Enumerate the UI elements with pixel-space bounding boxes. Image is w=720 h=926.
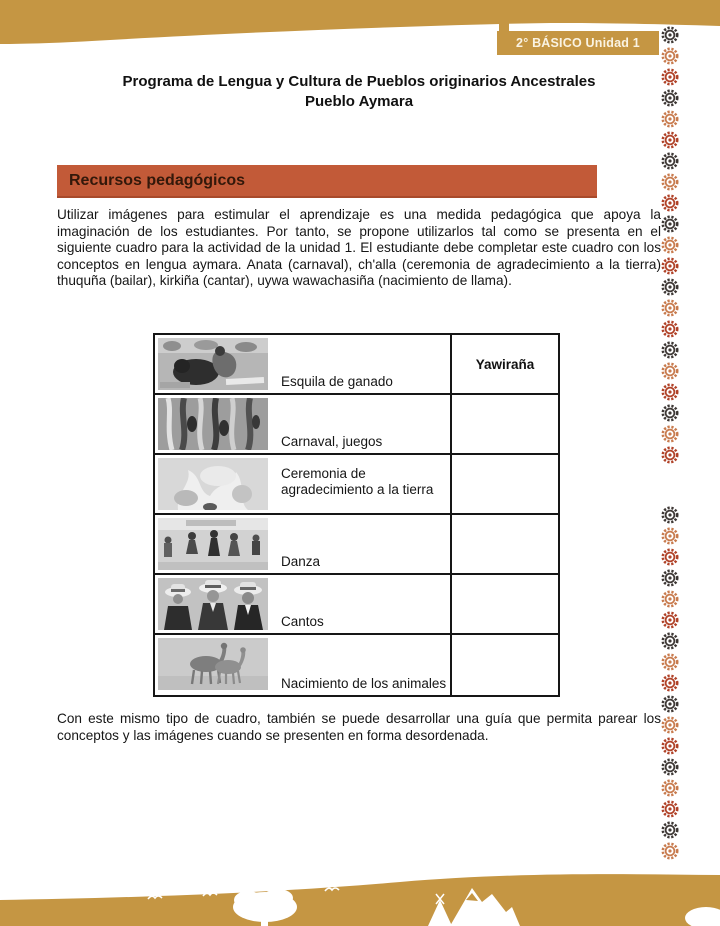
table-row xyxy=(155,515,558,575)
answer-cell xyxy=(452,635,558,695)
row-label: Ceremonia de agradecimiento a la tierra xyxy=(281,466,434,497)
gear-motif-icon xyxy=(660,445,680,465)
intro-paragraph: Utilizar imágenes para estimular el aprendizaje es una medida pedagógica que apoya la imaginación de los estudiantes. Por tanto, se propone utilizarlos tal como se presenta en el siguiente cuadro para la actividad de la unidad 1. El estudiante debe completar este cuadro con los conceptos en lengua aymara. Anata (carnaval), ch'alla (ceremonia de agradecimiento a la tierra) thuquña (bailar), kirkiña (cantar), uywa wawachasiña (nacimiento de llama). xyxy=(57,207,661,289)
gear-motif-icon xyxy=(660,340,680,360)
gear-motif-icon xyxy=(660,505,680,525)
answer-cell xyxy=(452,395,558,453)
row-label: Nacimiento de los animales xyxy=(281,676,447,691)
gear-motif-icon xyxy=(660,673,680,693)
gear-motif-icon xyxy=(660,46,680,66)
page-title xyxy=(57,72,661,112)
sheep-shearing-photo xyxy=(158,338,268,390)
gear-motif-icon xyxy=(660,610,680,630)
answer-cell xyxy=(452,335,558,393)
gear-motif-column-top xyxy=(660,25,680,465)
gear-motif-icon xyxy=(660,109,680,129)
row-label: Danza xyxy=(281,554,321,569)
concept-cell xyxy=(155,515,452,573)
gear-motif-icon xyxy=(660,526,680,546)
row-label: Cantos xyxy=(281,614,324,629)
answer-cell xyxy=(452,455,558,513)
gear-motif-icon xyxy=(660,652,680,672)
gear-motif-icon xyxy=(660,757,680,777)
gear-motif-icon xyxy=(660,778,680,798)
gear-motif-icon xyxy=(660,193,680,213)
page-title-line2: Pueblo Aymara xyxy=(304,93,414,110)
gear-motif-icon xyxy=(660,67,680,87)
gear-motif-icon xyxy=(660,88,680,108)
gear-motif-icon xyxy=(660,235,680,255)
gear-motif-icon xyxy=(660,256,680,276)
footer-paragraph: Con este mismo tipo de cuadro, también se puede desarrollar una guía que permita parear los conceptos y las imágenes cuando se presenten en forma desordenada. xyxy=(57,711,661,743)
gear-motif-icon xyxy=(660,547,680,567)
gear-motif-icon xyxy=(660,214,680,234)
table-row xyxy=(155,635,558,695)
table-row xyxy=(155,575,558,635)
row-label: Esquila de ganado xyxy=(281,374,393,389)
concept-cell xyxy=(155,575,452,633)
unit-badge: 2° BÁSICO Unidad 1 xyxy=(497,31,659,55)
gear-motif-icon xyxy=(660,172,680,192)
gear-motif-icon xyxy=(660,568,680,588)
gear-motif-icon xyxy=(660,277,680,297)
gear-motif-icon xyxy=(660,382,680,402)
gear-motif-icon xyxy=(660,424,680,444)
table-row xyxy=(155,335,558,395)
activity-table xyxy=(153,333,560,697)
concept-cell xyxy=(155,335,452,393)
singers-with-hats-photo xyxy=(158,578,268,630)
gear-motif-icon xyxy=(660,799,680,819)
concept-cell xyxy=(155,455,452,513)
concept-cell xyxy=(155,635,452,695)
llamas-photo xyxy=(158,638,268,690)
carnival-streamers-photo xyxy=(158,398,268,450)
gear-motif-icon xyxy=(660,694,680,714)
answer-cell xyxy=(452,515,558,573)
section-banner: Recursos pedagógicos xyxy=(57,165,597,198)
table-row xyxy=(155,455,558,515)
gear-motif-icon xyxy=(660,319,680,339)
bottom-wave-decoration xyxy=(0,860,720,926)
gear-motif-icon xyxy=(660,631,680,651)
gear-motif-icon xyxy=(660,841,680,861)
gear-motif-icon xyxy=(660,361,680,381)
answer-column-header: Yawiraña xyxy=(475,356,535,372)
dance-crowd-photo xyxy=(158,518,268,570)
gear-motif-icon xyxy=(660,589,680,609)
table-row xyxy=(155,395,558,455)
page-title-line1: Programa de Lengua y Cultura de Pueblos originarios Ancestrales xyxy=(122,73,596,90)
gear-motif-icon xyxy=(660,403,680,423)
answer-cell xyxy=(452,575,558,633)
gear-motif-column-bottom xyxy=(660,505,680,861)
gear-motif-icon xyxy=(660,820,680,840)
row-label: Carnaval, juegos xyxy=(281,434,383,449)
gear-motif-icon xyxy=(660,151,680,171)
gear-motif-icon xyxy=(660,715,680,735)
gear-motif-icon xyxy=(660,130,680,150)
earth-ceremony-smoke-photo xyxy=(158,458,268,510)
concept-cell xyxy=(155,395,452,453)
gear-motif-icon xyxy=(660,736,680,756)
gear-motif-icon xyxy=(660,25,680,45)
gear-motif-icon xyxy=(660,298,680,318)
